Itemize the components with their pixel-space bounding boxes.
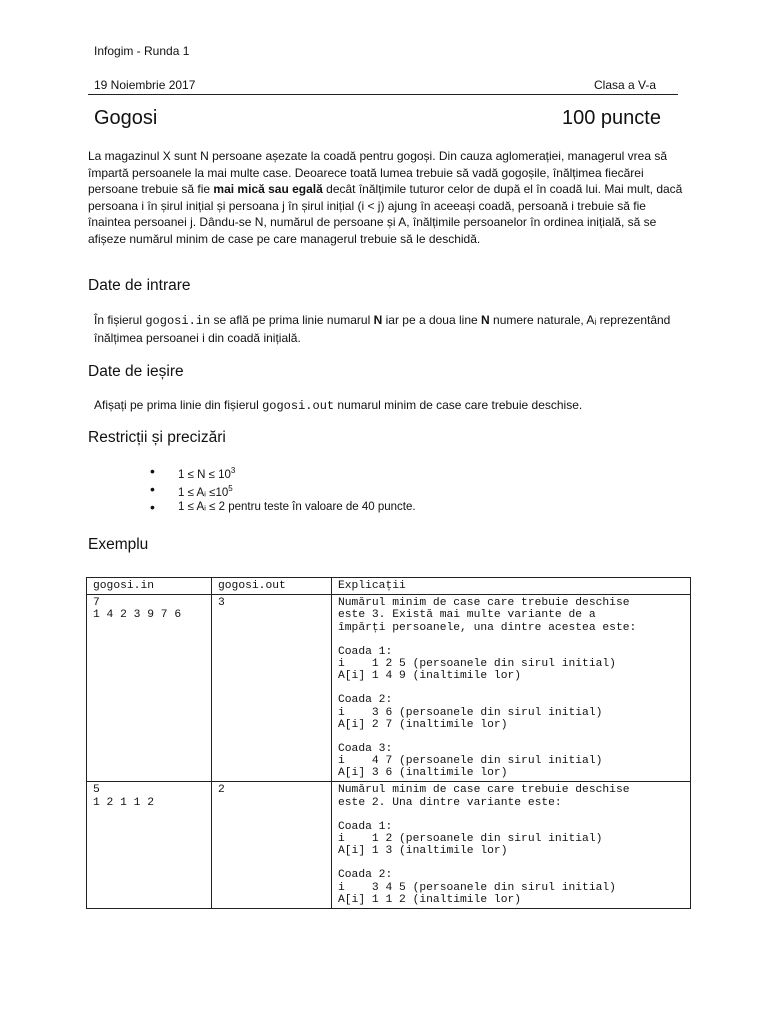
example-output-cell: 3 bbox=[212, 595, 332, 782]
constraint-item: • 1 ≤ Aᵢ ≤ 2 pentru teste în valoare de 40 puncte. bbox=[150, 498, 416, 516]
column-header: gogosi.in bbox=[87, 578, 212, 595]
constraint-item: • $1 \le N \le 10^3$ bbox=[150, 462, 416, 480]
table-header-row bbox=[87, 578, 691, 595]
problem-points: 100 puncte bbox=[562, 107, 661, 129]
example-table bbox=[86, 577, 691, 909]
contest-date: 19 Noiembrie 2017 bbox=[94, 78, 196, 92]
constraints-heading: Restricții și precizări bbox=[88, 429, 226, 446]
output-heading: Date de ieșire bbox=[88, 363, 184, 380]
example-input-cell: 5 1 2 1 1 2 bbox=[87, 782, 212, 909]
input-heading: Date de intrare bbox=[88, 277, 191, 294]
problem-title: Gogosi bbox=[94, 107, 158, 129]
example-explanation-cell: Numărul minim de case care trebuie deschise este 2. Una dintre variante este: Coada 1: i 1 2 (persoanele din sirul initial) A[i] 1 3 (inaltimile lor) Coada 2: i 3 4 5 (persoanele din sirul initial) A[i] 1 1 2 (inaltimile lor) bbox=[332, 782, 691, 909]
output-description: Afișați pe prima linie din fișierul gogosi.out numarul minim de case care trebuie deschise. bbox=[94, 398, 583, 413]
problem-statement: La magazinul X sunt N persoane așezate la coadă pentru gogoși. Din cauza aglomerației, managerul vrea să împartă persoanele la mai multe case. Deoarece toată lumea trebuie să vadă gogoșile, înălțimea fiecărei persoane trebuie să fie mai mică sau egală decât înălțimile tuturor celor de după el în coadă lui. Mai mult, dacă persoana i în șirul inițial și persoana j în șirul inițial (i < j) ajung în aceeași coadă, persoană i trebuie să fie înaintea persoanei j. Dându-se N, numărul de persoane și A, înălțimile persoanelor în ordinea inițială, să se afișeze numărul minim de case pe care managerul trebuie să le deschidă. bbox=[88, 149, 683, 246]
input-description: În fișierul gogosi.in se află pe prima linie numarul N iar pe a doua line N numere naturale, Aᵢ reprezentând înălțimea persoanei i din coadă inițială. bbox=[94, 313, 671, 345]
table-row bbox=[87, 595, 691, 782]
example-heading: Exemplu bbox=[88, 536, 149, 553]
example-explanation-cell: Numărul minim de case care trebuie deschise este 3. Există mai multe variante de a împărți persoanele, una dintre acestea este: Coada 1: i 1 2 5 (persoanele din sirul initial) A[i] 1 4 9 (inaltimile lor) Coada 2: i 3 6 (persoanele din sirul initial) A[i] 2 7 (inaltimile lor) Coada 3: i 4 7 (persoanele din sirul initial) A[i] 3 6 (inaltimile lor) bbox=[332, 595, 691, 782]
column-header: gogosi.out bbox=[212, 578, 332, 595]
example-input-cell: 7 1 4 2 3 9 7 6 bbox=[87, 595, 212, 782]
example-output-cell: 2 bbox=[212, 782, 332, 909]
contest-name: Infogim - Runda 1 bbox=[94, 44, 190, 58]
column-header: Explicații bbox=[332, 578, 691, 595]
table-row bbox=[87, 782, 691, 909]
constraints-list bbox=[150, 462, 416, 516]
constraint-item: • 1 ≤ Aᵢ $\le 10^5$ bbox=[150, 480, 416, 498]
header-rule bbox=[88, 94, 678, 95]
class-level: Clasa a V-a bbox=[594, 78, 657, 92]
